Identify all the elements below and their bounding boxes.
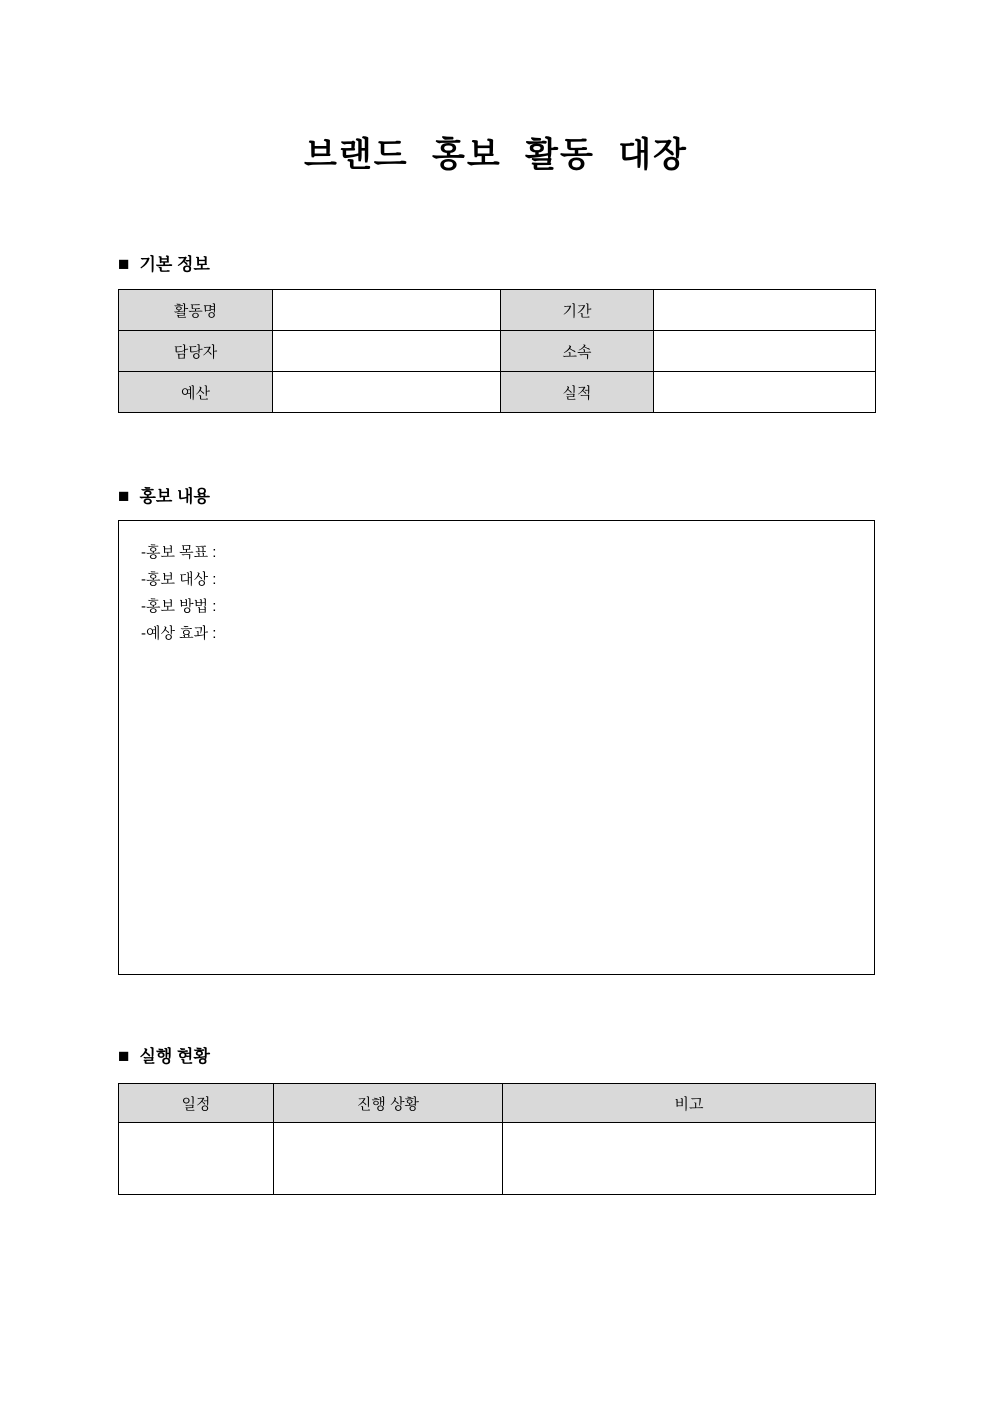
table-row [119,1123,876,1195]
section-heading-execution-status [118,1046,210,1068]
promo-method-line: -홍보 방법 : [141,598,217,615]
execution-status-table [118,1083,876,1195]
label-cell-activity-name: 활동명 [119,290,273,331]
expected-effect-line: -예상 효과 : [141,625,217,642]
value-cell-budget [273,372,501,413]
section-heading-basic-info-label: 기본 정보 [139,255,210,274]
table-row [119,372,876,413]
label-cell-period: 기간 [501,290,654,331]
promo-goal-line: -홍보 목표 : [141,544,217,561]
value-cell-period [654,290,876,331]
value-cell-affiliation [654,331,876,372]
cell-progress [274,1123,503,1195]
label-cell-affiliation: 소속 [501,331,654,372]
promo-target-line: -홍보 대상 : [141,571,217,588]
basic-info-table [118,289,876,413]
table-header-row [119,1084,876,1123]
cell-schedule [119,1123,274,1195]
cell-note [503,1123,876,1195]
section-bullet-icon: ■ [118,1046,130,1067]
column-header-note: 비고 [503,1084,876,1123]
value-cell-manager [273,331,501,372]
section-heading-execution-status-label: 실행 현황 [139,1047,210,1066]
label-cell-results: 실적 [501,372,654,413]
section-heading-promo-content [118,486,210,508]
section-heading-basic-info [118,254,210,276]
column-header-schedule: 일정 [119,1084,274,1123]
section-bullet-icon: ■ [118,486,130,507]
page-title: 브랜드 홍보 활동 대장 [304,136,688,174]
value-cell-results [654,372,876,413]
value-cell-activity-name [273,290,501,331]
table-row [119,290,876,331]
label-cell-manager: 담당자 [119,331,273,372]
section-heading-promo-content-label: 홍보 내용 [139,487,210,506]
table-row [119,331,876,372]
section-bullet-icon: ■ [118,254,130,275]
promo-content-box [118,520,875,975]
column-header-progress: 진행 상황 [274,1084,503,1123]
label-cell-budget: 예산 [119,372,273,413]
